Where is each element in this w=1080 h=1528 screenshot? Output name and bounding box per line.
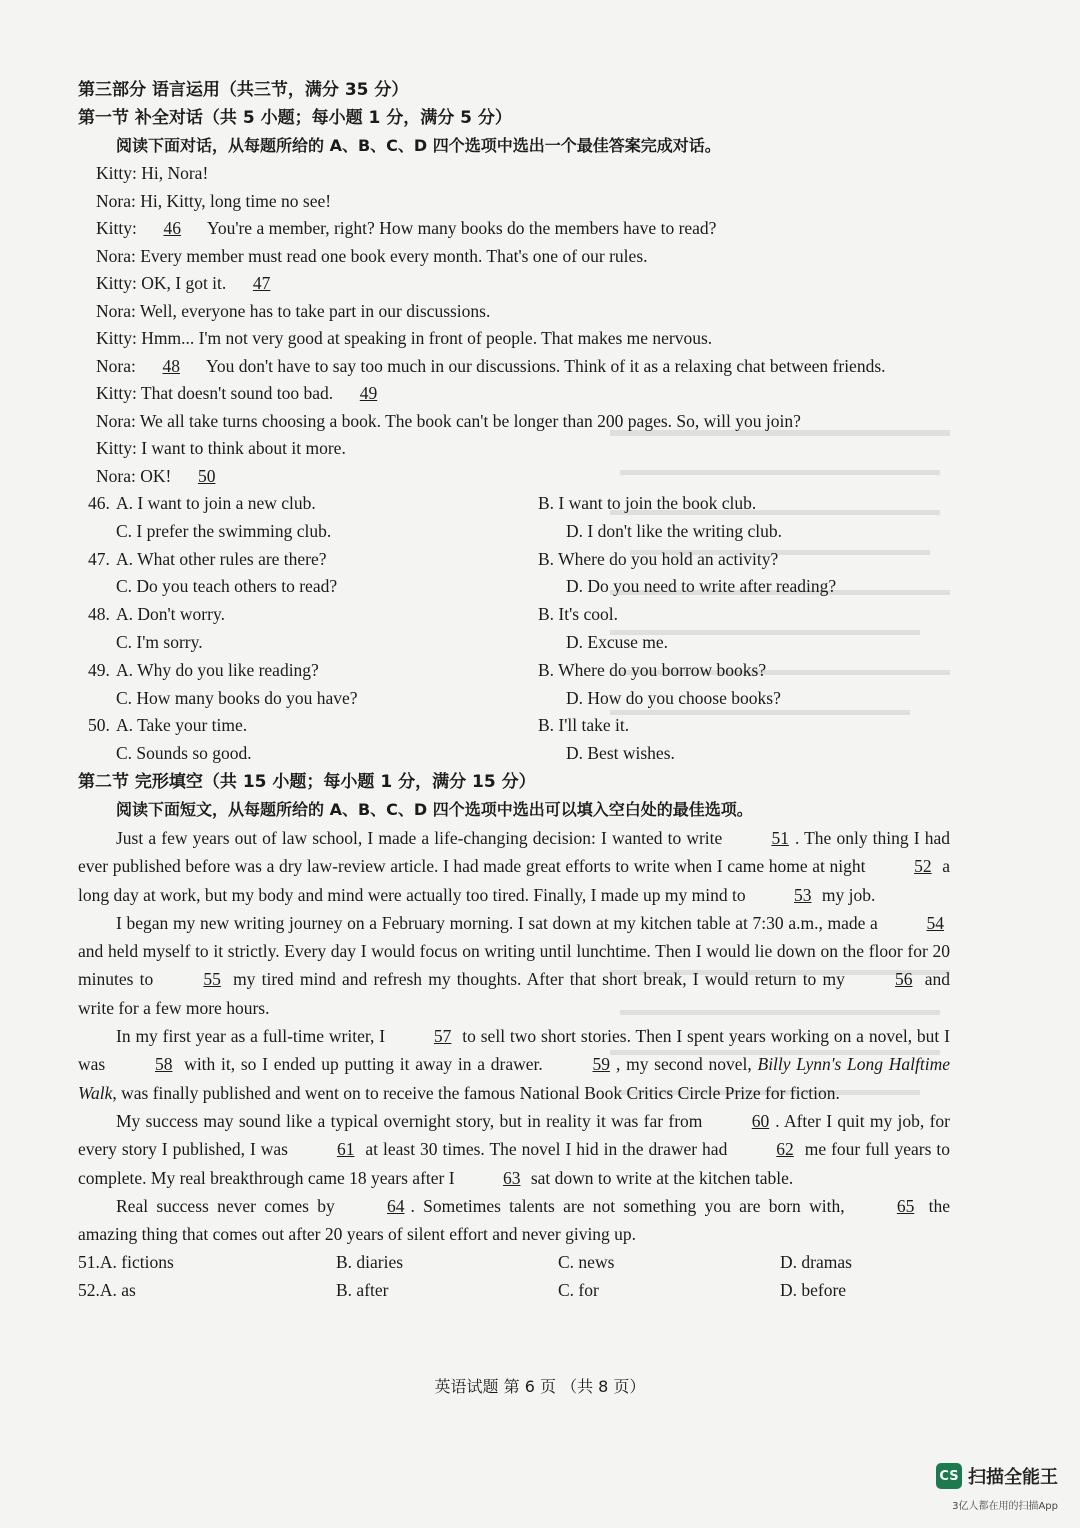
option-left bbox=[88, 740, 566, 768]
dialogue-line bbox=[96, 353, 950, 381]
cloze-blank: 54 bbox=[926, 912, 944, 933]
option-row bbox=[88, 685, 950, 713]
part-title: 第三部分 语言运用（共三节，满分 35 分） bbox=[78, 80, 409, 100]
passage-text: . After I quit my job, for every story I published, I was bbox=[78, 1110, 950, 1160]
passage-text: the amazing thing that comes out after 20 years of silent effort and never giving up. bbox=[78, 1195, 950, 1245]
option-row bbox=[88, 490, 950, 518]
cloze-blank: 59 bbox=[592, 1054, 610, 1075]
passage-text: sat down to write at the kitchen table. bbox=[526, 1167, 794, 1188]
passage-text: and write for a few more hours. bbox=[78, 969, 950, 1018]
section2-instruction: 阅读下面短文，从每题所给的 A、B、C、D 四个选项中选出可以填入空白处的最佳选项。 bbox=[116, 799, 753, 819]
dialogue-line bbox=[96, 215, 950, 243]
dialogue-line bbox=[96, 298, 950, 326]
dialogue-line bbox=[96, 270, 950, 298]
option-d: D. Excuse me. bbox=[566, 631, 669, 652]
option-c: C. news bbox=[558, 1252, 615, 1273]
dialogue-line bbox=[96, 380, 950, 408]
dialogue-text: Kitty: Hi, Nora! bbox=[96, 163, 209, 183]
dialogue-text: Kitty: That doesn't sound too bad. bbox=[96, 383, 338, 403]
passage-text: , was finally published and went on to receive the famous National Book Critics Circle Prize for fiction. bbox=[112, 1082, 840, 1103]
passage-paragraph bbox=[78, 1192, 950, 1249]
passage-text: Real success never comes by bbox=[116, 1195, 343, 1216]
option-a: A. I want to join a new club. bbox=[116, 493, 316, 513]
option-row bbox=[88, 712, 950, 740]
option-c: C. Do you teach others to read? bbox=[116, 576, 338, 597]
cloze-blank: 61 bbox=[336, 1139, 355, 1160]
cloze-blank: 56 bbox=[895, 969, 913, 990]
option-d: D. dramas bbox=[780, 1252, 852, 1273]
passage-paragraph bbox=[78, 824, 950, 909]
dialogue-options bbox=[78, 490, 950, 768]
passage-paragraph bbox=[78, 1022, 950, 1107]
option-c: C. I'm sorry. bbox=[116, 631, 203, 652]
option-left bbox=[88, 490, 538, 518]
option-c: C. Sounds so good. bbox=[116, 743, 252, 764]
option-row bbox=[88, 518, 950, 546]
passage-text: Just a few years out of law school, I made a life-changing decision: I wanted to write bbox=[116, 827, 728, 848]
question-number: 47. bbox=[88, 548, 110, 569]
passage-text: me four full years to complete. My real breakthrough came 18 years after I bbox=[78, 1139, 950, 1188]
dialogue-text: Kitty: OK, I got it. bbox=[96, 273, 231, 293]
question-number: 46. bbox=[88, 493, 110, 513]
dialogue-text: Nora: Every member must read one book every month. That's one of our rules. bbox=[96, 245, 648, 266]
dialogue-line bbox=[96, 243, 950, 271]
passage-text: to sell two short stories. Then I spent years working on a novel, but I was bbox=[78, 1026, 950, 1075]
cloze-option-row bbox=[78, 1248, 950, 1276]
answer-blank: 47 bbox=[252, 273, 271, 293]
answer-blank: 48 bbox=[162, 355, 180, 376]
option-d: D. I don't like the writing club. bbox=[566, 520, 783, 541]
option-left bbox=[88, 573, 566, 601]
option-c: C. I prefer the swimming club. bbox=[116, 520, 332, 541]
option-a: A. Don't worry. bbox=[116, 604, 225, 625]
option-left bbox=[88, 657, 538, 685]
passage-text: . Sometimes talents are not something you are born with, bbox=[410, 1195, 853, 1216]
option-left bbox=[88, 629, 566, 657]
dialogue-line bbox=[96, 188, 950, 216]
cloze-blank: 57 bbox=[433, 1026, 452, 1047]
section1-title: 第一节 补全对话（共 5 小题；每小题 1 分，满分 5 分） bbox=[78, 108, 512, 128]
dialogue bbox=[78, 160, 950, 490]
dialogue-text: Kitty: bbox=[96, 218, 142, 238]
passage-paragraph bbox=[78, 909, 950, 1022]
option-d: D. How do you choose books? bbox=[566, 687, 781, 708]
option-c: C. for bbox=[558, 1280, 599, 1301]
passage-text: my tired mind and refresh my thoughts. After that short break, I would return to my bbox=[226, 969, 852, 990]
option-b: B. It's cool. bbox=[538, 604, 618, 625]
scanner-watermark bbox=[936, 1463, 1058, 1489]
option-a: A. as bbox=[99, 1280, 136, 1301]
passage-text: with it, so I ended up putting it away in a drawer. bbox=[178, 1054, 549, 1075]
passage-text: , my second novel, bbox=[615, 1054, 758, 1075]
book-title: Billy Lynn's Long Halftime Walk bbox=[78, 1054, 950, 1103]
option-d: D. Do you need to write after reading? bbox=[566, 576, 837, 597]
question-number: 48. bbox=[88, 604, 110, 625]
passage-text: a long day at work, but my body and mind were actually too tired. Finally, I made up my mind to bbox=[78, 856, 951, 905]
cloze-blank: 51 bbox=[771, 827, 789, 848]
question-number: 51. bbox=[78, 1252, 100, 1273]
cloze-passage bbox=[78, 824, 950, 1248]
dialogue-text: Nora: OK! bbox=[96, 465, 176, 486]
option-row bbox=[88, 657, 950, 685]
option-a: A. fictions bbox=[99, 1252, 174, 1273]
section2-title: 第二节 完形填空（共 15 小题；每小题 1 分，满分 15 分） bbox=[78, 771, 536, 792]
dialogue-text: You're a member, right? How many books do the members have to read? bbox=[203, 218, 717, 238]
dialogue-line bbox=[96, 463, 950, 491]
dialogue-text: Nora: bbox=[96, 355, 141, 376]
camscanner-logo-icon: CS bbox=[936, 1463, 962, 1489]
option-b: B. Where do you hold an activity? bbox=[538, 548, 779, 569]
dialogue-line bbox=[96, 435, 950, 463]
dialogue-text: Nora: We all take turns choosing a book. The book can't be longer than 200 pages. So, will you join? bbox=[96, 410, 801, 431]
cloze-blank: 63 bbox=[502, 1167, 521, 1188]
option-row bbox=[88, 546, 950, 574]
answer-blank: 49 bbox=[359, 383, 378, 403]
dialogue-line bbox=[96, 160, 950, 188]
option-row bbox=[88, 629, 950, 657]
cloze-blank: 55 bbox=[203, 969, 221, 990]
option-a-group bbox=[78, 1276, 336, 1304]
option-d: D. before bbox=[780, 1280, 847, 1301]
passage-text: In my first year as a full-time writer, I bbox=[116, 1026, 390, 1047]
option-a: A. Why do you like reading? bbox=[116, 659, 319, 680]
question-number: 49. bbox=[88, 659, 110, 680]
answer-blank: 46 bbox=[163, 218, 181, 238]
option-a-group bbox=[78, 1248, 336, 1276]
cloze-blank: 58 bbox=[154, 1054, 173, 1075]
option-b: B. I want to join the book club. bbox=[538, 493, 757, 513]
option-b: B. after bbox=[336, 1280, 389, 1301]
watermark-name: 扫描全能王 bbox=[968, 1467, 1058, 1488]
dialogue-text: You don't have to say too much in our discussions. Think of it as a relaxing chat between friends. bbox=[202, 355, 886, 376]
dialogue-text: Kitty: I want to think about it more. bbox=[96, 438, 346, 458]
cloze-blank: 52 bbox=[914, 856, 932, 877]
question-number: 50. bbox=[88, 715, 110, 736]
dialogue-line bbox=[96, 325, 950, 353]
option-a: A. What other rules are there? bbox=[116, 548, 327, 569]
option-row bbox=[88, 573, 950, 601]
passage-text: I began my new writing journey on a February morning. I sat down at my kitchen table at 7:30 a.m., made a bbox=[116, 912, 883, 933]
cloze-blank: 65 bbox=[896, 1195, 915, 1216]
option-left bbox=[88, 712, 538, 740]
passage-text: . The only thing I had ever published before was a dry law-review article. I had made great efforts to write when I came home at night bbox=[78, 827, 951, 877]
option-b: B. diaries bbox=[336, 1252, 404, 1273]
option-row bbox=[88, 740, 950, 768]
dialogue-line bbox=[96, 408, 950, 436]
option-left bbox=[88, 601, 538, 629]
passage-paragraph bbox=[78, 1107, 950, 1192]
watermark-subtitle: 3亿人都在用的扫描App bbox=[952, 1501, 1058, 1512]
passage-text: at least 30 times. The novel I hid in the drawer had bbox=[360, 1139, 733, 1160]
cloze-option-row bbox=[78, 1276, 950, 1304]
cloze-blank: 60 bbox=[751, 1110, 770, 1131]
dialogue-text: Nora: Well, everyone has to take part in our discussions. bbox=[96, 300, 491, 321]
option-row bbox=[88, 601, 950, 629]
option-left bbox=[88, 518, 566, 546]
cloze-blank: 64 bbox=[386, 1195, 405, 1216]
cloze-options bbox=[78, 1248, 950, 1304]
exam-page bbox=[78, 76, 950, 1304]
dialogue-text: Kitty: Hmm... I'm not very good at speaking in front of people. That makes me nervous. bbox=[96, 328, 713, 348]
option-left bbox=[88, 546, 538, 574]
option-c: C. How many books do you have? bbox=[116, 687, 358, 708]
option-d: D. Best wishes. bbox=[566, 743, 675, 764]
option-b: B. I'll take it. bbox=[538, 715, 630, 736]
page-footer: 英语试题 第 6 页 （共 8 页） bbox=[434, 1377, 646, 1396]
cloze-blank: 53 bbox=[794, 884, 812, 905]
passage-text: my job. bbox=[817, 884, 876, 905]
option-b: B. Where do you borrow books? bbox=[538, 659, 767, 680]
passage-text: My success may sound like a typical overnight story, but in reality it was far from bbox=[116, 1110, 708, 1131]
passage-text: and held myself to it strictly. Every day I would focus on writing until lunchtime. Then I would lie down on the floor for 20 minutes to bbox=[78, 941, 950, 990]
question-number: 52. bbox=[78, 1280, 100, 1301]
option-a: A. Take your time. bbox=[116, 715, 248, 736]
dialogue-text: Nora: Hi, Kitty, long time no see! bbox=[96, 190, 332, 211]
cloze-blank: 62 bbox=[776, 1139, 794, 1160]
section1-instruction: 阅读下面对话，从每题所给的 A、B、C、D 四个选项中选出一个最佳答案完成对话。 bbox=[116, 136, 721, 155]
option-left bbox=[88, 685, 566, 713]
answer-blank: 50 bbox=[197, 465, 216, 486]
